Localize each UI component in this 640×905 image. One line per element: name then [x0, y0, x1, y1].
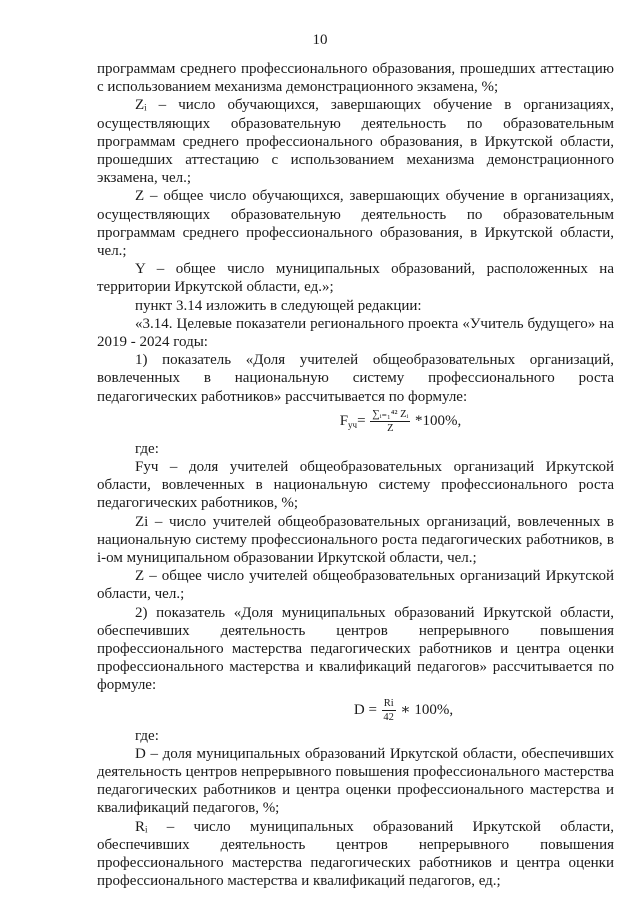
page-number: 10: [312, 32, 328, 48]
paragraph-amendment: пункт 3.14 изложить в следующей редакции:: [135, 297, 422, 314]
paragraph: программам среднего профессионального образования, прошедших аттестацию с использованием механизма демонстрационного экзамена, %;: [97, 61, 614, 96]
formula-numerator: Ri: [383, 697, 394, 709]
formula-lhs: F: [339, 412, 349, 429]
where-label: где:: [135, 727, 159, 744]
formula-lhs: D =: [353, 701, 377, 718]
indicator-2: 2) показатель «Доля муниципальных образований Иркутской области, обеспечивших деятельность центров непрерывного повышения профессионального мастерства педагогических работников и центра оценки профессионального мастерства и квалификаций педагогов» рассчитывается по формуле:: [97, 604, 614, 694]
where-label: где:: [135, 440, 159, 457]
formula-rhs: *100%,: [415, 412, 462, 429]
formula-d: [97, 698, 614, 723]
formula-fuch: [97, 409, 614, 436]
formula-fraction: [370, 409, 410, 434]
formula-fraction: [382, 698, 396, 723]
formula-numerator: ∑ᵢ₌₁⁴² Zᵢ: [372, 408, 409, 420]
definition-fuch: Fуч – доля учителей общеобразовательных организаций Иркутской области, вовлеченных в национальную систему профессионального роста педагогических работников, %;: [97, 459, 614, 512]
definition-z-teachers: Z – общее число учителей общеобразовательных организаций Иркутской области, чел.;: [97, 568, 614, 603]
definition-zi: Zᵢ – число обучающихся, завершающих обучение в организациях, осуществляющих образовательную деятельность по образовательным программам среднего профессионального образования, в Иркутской области, прошедших аттестацию с использованием механизма демонстрационного экзамена, чел.;: [97, 97, 614, 187]
formula-lhs-subscript: уч: [348, 419, 358, 430]
indicator-1: 1) показатель «Доля учителей общеобразовательных организаций, вовлеченных в национальную систему профессионального роста педагогических работников» рассчитывается по формуле:: [97, 352, 614, 405]
definition-zi-teachers: Zi – число учителей общеобразовательных организаций, вовлеченных в национальную систему профессионального роста педагогических работников, в i-ом муниципальном образовании Иркутской области, чел.;: [97, 513, 614, 567]
formula-denominator: Z: [387, 422, 394, 434]
definition-y: Y – общее число муниципальных образований, расположенных на территории Иркутской области, ед.»;: [97, 261, 614, 296]
document-body: [97, 60, 614, 890]
formula-equals: =: [357, 412, 366, 429]
definition-z: Z – общее число обучающихся, завершающих обучение в организациях, осуществляющих образовательную деятельность по образовательным программам среднего профессионального образования, в Иркутской области, чел.;: [97, 188, 614, 260]
definition-ri: Rᵢ – число муниципальных образований Иркутской области, обеспечивших деятельность центров непрерывного повышения профессионального мастерства педагогических работников и центра оценки профессионального мастерства и квалификаций педагогов, ед.;: [97, 818, 614, 890]
formula-denominator: 42: [383, 711, 394, 723]
formula-rhs: ∗ 100%,: [400, 701, 454, 718]
section-heading: «3.14. Целевые показатели регионального проекта «Учитель будущего» на 2019 - 2024 годы:: [97, 315, 614, 351]
definition-d: D – доля муниципальных образований Иркутской области, обеспечивших деятельность центров непрерывного повышения профессионального мастерства педагогических работников и центра оценки профессионального мастерства и квалификаций педагогов, %;: [97, 745, 614, 817]
